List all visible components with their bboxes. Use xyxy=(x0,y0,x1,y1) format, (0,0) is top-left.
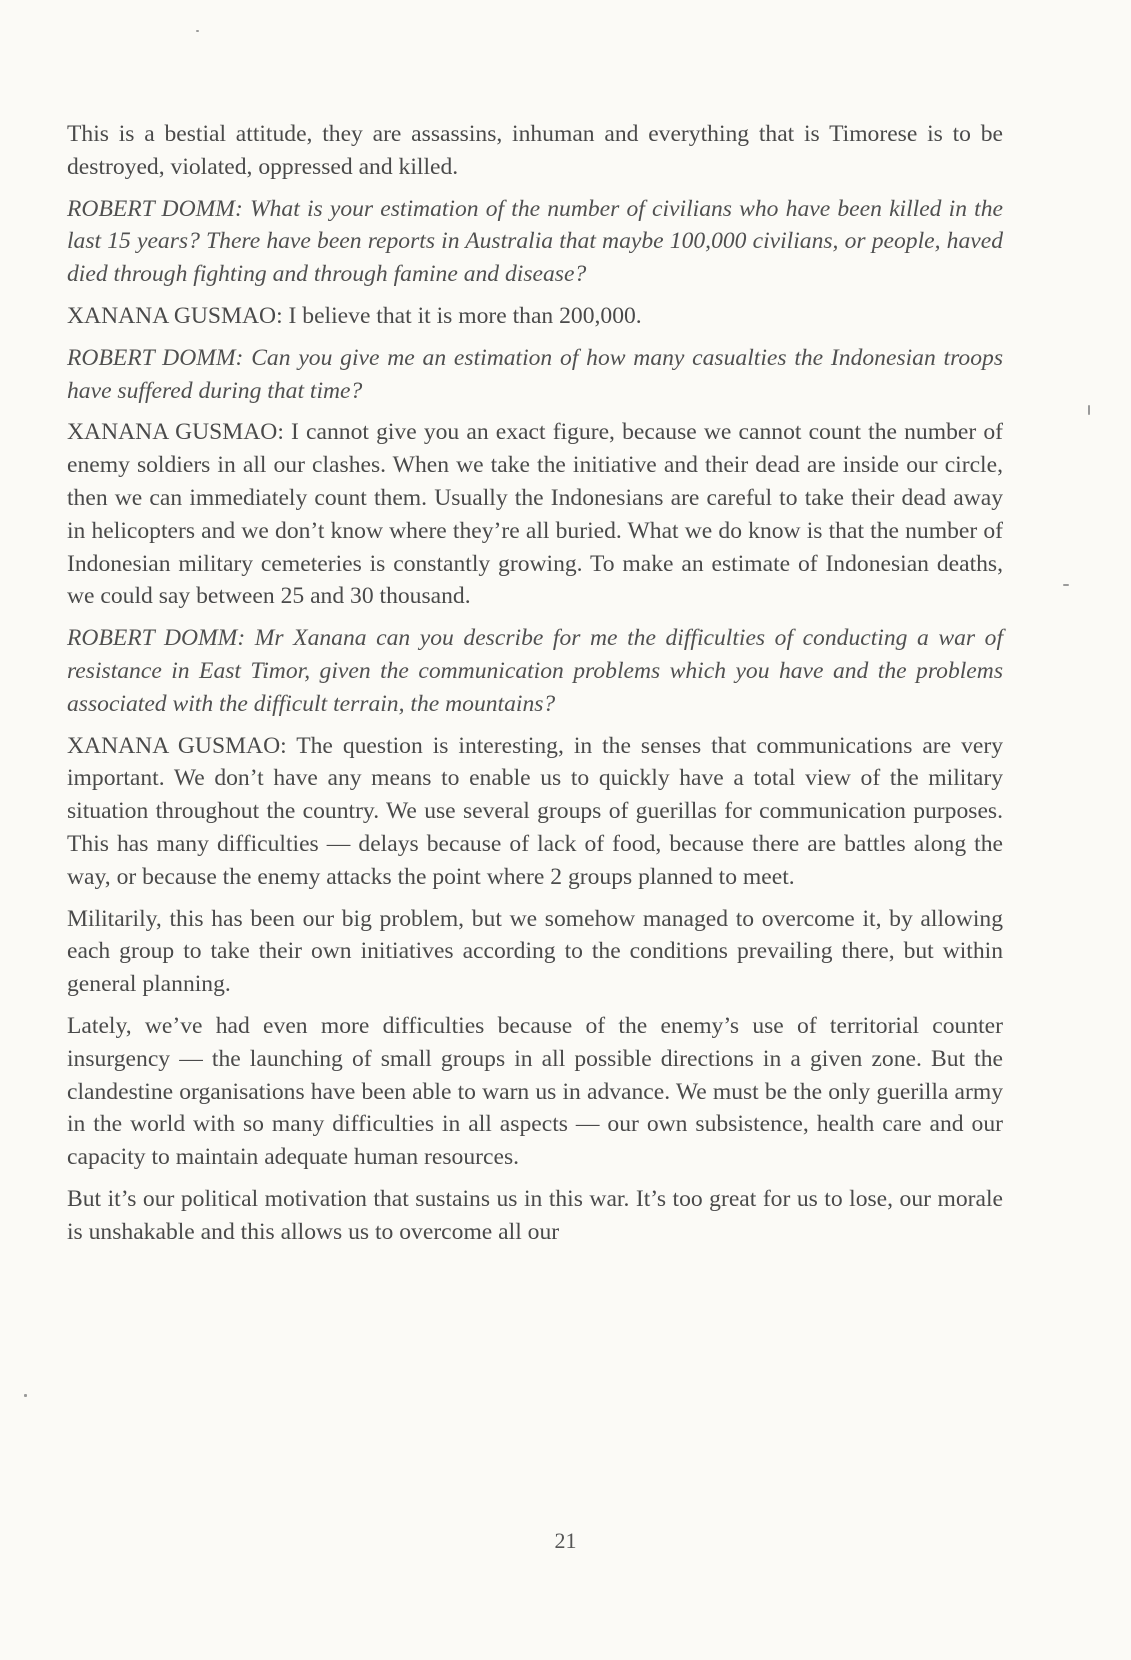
page-number: 21 xyxy=(554,1528,577,1553)
body-text xyxy=(67,118,1003,1258)
paragraph-body: Militarily, this has been our big problem, but we somehow managed to overcome it, by allowing each group to take their own initiatives according to the conditions prevailing there, but within general planning. xyxy=(67,905,1003,998)
scan-speck xyxy=(1063,584,1069,586)
scan-speck xyxy=(1088,405,1090,415)
paragraph-body: Lately, we’ve had even more difficulties because of the enemy’s use of territorial counter insurgency — the launching of small groups in all possible directions in a given zone. But the clandestine organisations have been able to warn us in advance. We must be the only guerilla army in the world with so many difficulties in all aspects — our own subsistence, health care and our capacity to maintain adequate human resources. xyxy=(67,1012,1003,1171)
paragraph-body: But it’s our political motivation that sustains us in this war. It’s too great for us to lose, our morale is unshakable and this allows us to overcome all our xyxy=(67,1185,1003,1245)
paragraph-answer: XANANA GUSMAO: I believe that it is more than 200,000. xyxy=(67,302,642,329)
scan-speck xyxy=(24,1394,27,1397)
paragraph-answer: This is a bestial attitude, they are assassins, inhuman and everything that is Timorese is to be destroyed, violated, oppressed and killed. xyxy=(67,121,1003,180)
paragraph-question: ROBERT DOMM: What is your estimation of the number of civilians who have been killed in the last 15 years? There have been reports in Australia that maybe 100,000 civilians, or people, haved died through fighting and through famine and disease? xyxy=(67,195,1003,288)
paragraph-answer: XANANA GUSMAO: I cannot give you an exact figure, because we cannot count the number of enemy soldiers in all our clashes. When we take the initiative and their dead are inside our circle, then we can immediately count them. Usually the Indonesians are careful to take their dead away in helicopters and we don’t know where they’re all buried. What we do know is that the number of Indonesian military cemeteries is constantly growing. To make an estimate of Indonesian deaths, we could say between 25 and 30 thousand. xyxy=(67,419,1003,610)
scan-speck xyxy=(196,30,199,32)
paragraph-question: ROBERT DOMM: Can you give me an estimation of how many casualties the Indonesian troops have suffered during that time? xyxy=(67,344,1003,404)
paragraph-answer: XANANA GUSMAO: The question is interesting, in the senses that communications are very important. We don’t have any means to enable us to quickly have a total view of the military situation throughout the country. We use several groups of guerillas for communication purposes. This has many difficulties — delays because of lack of food, because there are battles along the way, or because the enemy attacks the point where 2 groups planned to meet. xyxy=(67,732,1003,890)
paragraph-question: ROBERT DOMM: Mr Xanana can you describe for me the difficulties of conducting a war of resistance in East Timor, given the communication problems which you have and the problems associated with the difficult terrain, the mountains? xyxy=(67,625,1003,717)
